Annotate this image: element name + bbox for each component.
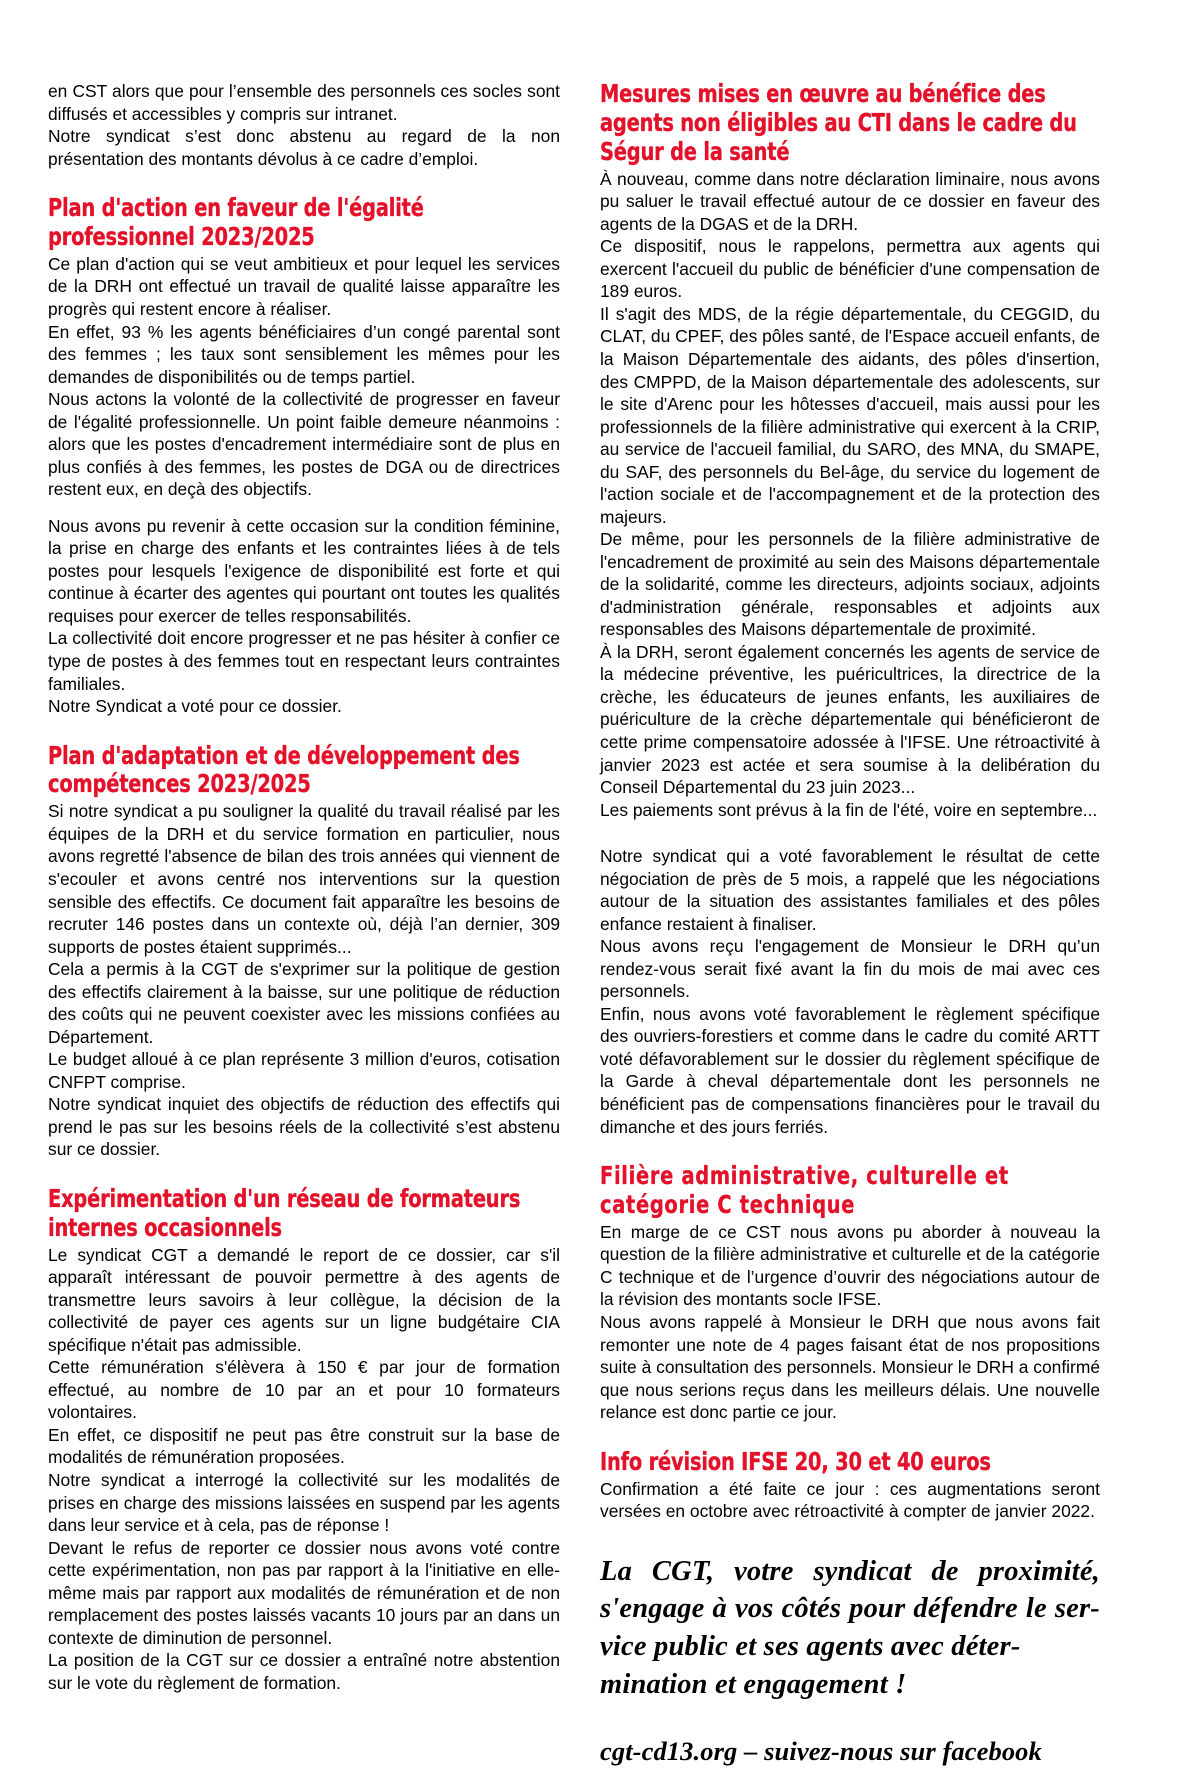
section-heading-plan-action: Plan d'action en faveur de l'égalité professionnel 2023/2025 <box>48 193 424 252</box>
section-body-plan-adaptation: Si notre syndicat a pu souligner la qualité du travail réalisé par les équipes de la DRH et du service formation en particulier, nous avons regretté l'absence de bilan des trois années qui viennent de s'ecouler et avons centré nos interventions sur la question sensible des effectifs. Ce document fait apparaître les besoins de recruter 146 postes dans un contexte où, déjà l’an dernier, 309 supports de postes étaient supprimés... Cela a permis à la CGT de s'exprimer sur la politique de gestion des effectifs clairement à la baisse, sur une politique de réduction des coûts qui ne peuvent coexister avec les missions confiées au Département. Le budget alloué à ce plan représente 3 million d'euros, cotisation CNFPT comprise. Notre syndicat inquiet des objectifs de réduction des effectifs qui prend le pas sur les besoins réels de la collectivité s’est abstenu sur ce dossier. <box>48 801 560 1160</box>
spacer <box>48 1161 560 1185</box>
left-column <box>48 80 560 1694</box>
spacer <box>48 501 560 515</box>
spacer <box>600 1523 1100 1553</box>
section-body-experimentation: Le syndicat CGT a demandé le report de ce dossier, car s'il apparaît intéressant de pouvoir permettre à des agents de transmettre leurs savoirs à leur collègue, la décision de la collectivité de payer ces agents sur un ligne budgétaire CIA spécifique n'était pas admissible. Cette rémunération s'élèvera à 150 € par jour de formation effectué, au nombre de 10 par an et pour 10 formateurs volontaires. En effet, ce dispositif ne peut pas être construit sur la base de modalités de rémunération proposées. Notre syndicat a interrogé la collectivité sur les modalités de prises en charge des missions laissées en suspend par les agents dans leur service et à cela, pas de réponse ! Devant le refus de reporter ce dossier nous avons voté contre cette expérimentation, non pas par rapport à la l'initiative en elle-même mais par rapport aux modalités de rémunération et de non remplacement des postes laissés vacants 10 jours par an dans un contexte de diminution de personnel. La position de la CGT sur ce dossier a entraîné notre abstention sur le vote du règlement de formation. <box>48 1244 560 1693</box>
spacer <box>600 1138 1100 1162</box>
section-body-filiere-administrative: En marge de ce CST nous avons pu aborder à nouveau la question de la filière administrative et culturelle et de la catégorie C technique et de l’urgence d’ouvrir des négociations autour de la révision des montants socle IFSE. Nous avons rappelé à Monsieur le DRH que nous avons fait remonter une note de 4 pages faisant état de nos propositions suite à consultation des personnels. Monsieur le DRH a confirmé que nous serions reçus dans les meilleurs délais. Une nouvelle relance est donc partie ce jour. <box>600 1221 1100 1423</box>
section-heading-filiere-administrative: Filière administrative, culturelle et catégorie C technique <box>600 1161 1009 1219</box>
spacer <box>48 718 560 742</box>
section-heading-info-revision-ifse: Info révision IFSE 20, 30 et 40 euros <box>600 1446 991 1476</box>
spacer <box>600 821 1100 845</box>
spacer <box>48 170 560 194</box>
section-heading-mesures-segur: Mesures mises en œuvre au bénéfice des agents non éligibles au CTI dans le cadre du Ségur de la santé <box>600 79 1077 166</box>
intro-paragraph: en CST alors que pour l’ensemble des personnels ces socles sont diffusés et accessibles y compris sur intranet. Notre syndicat s’est donc abstenu au regard de la non présentation des montants dévolus à ce cadre d’emploi. <box>48 81 560 169</box>
section-body-plan-action-2: Nous avons pu revenir à cette occasion sur la condition féminine, la prise en charge des enfants et les contraintes liées à de tels postes pour lesquels l'exigence de disponibilité est forte et qui continue à écarter des agentes qui pourtant ont toutes les qualités requises pour exercer de telles responsabilités. La collectivité doit encore progresser et ne pas hésiter à confier ce type de postes à des femmes tout en respectant leurs contraintes familiales. Notre Syndicat a voté pour ce dossier. <box>48 515 560 717</box>
website-and-social-line: cgt-cd13.org – suivez-nous sur facebook <box>600 1736 1042 1767</box>
closing-slogan: La CGT, votre syndicat de proximité, s'engage à vos côtés pour défendre le ser-vice public et ses agents avec déter- <box>600 1555 1100 1663</box>
closing-slogan-last-line: mination et engagement ! <box>600 1669 907 1701</box>
spacer <box>600 1424 1100 1448</box>
two-column-layout <box>48 80 1152 1769</box>
section-body-mesures-segur-1: À nouveau, comme dans notre déclaration liminaire, nous avons pu saluer le travail effectué autour de ce dossier en faveur des agents de la DGAS et de la DRH. Ce dispositif, nous le rappelons, permettra aux agents qui exercent l'accueil du public de bénéficier d'une compensation de 189 euros. Il s'agit des MDS, de la régie départementale, du CEGGID, du CLAT, du CPEF, des pôles santé, de l'Espace accueil enfants, de la Maison Départementale des aidants, des pôles d'insertion, des CMPPD, de la Maison départementale des adolescents, sur le site d'Arenc pour les hôtesses d'accueil, mais aussi pour les professionnels de la filière administrative qui exercent à la CRIP, au service de l'accueil familial, du SARO, des MNA, du SMAPE, du SAF, des personnels du Bel-âge, du service du logement de l'action sociale et de l'accompagnement et de la protection des majeurs. De même, pour les personnels de la filière administrative de l'encadrement de proximité au sein des Maisons départementale de la solidarité, comme les directeurs, adjoints sociaux, adjoints d'administration générale, responsables et adjoints aux responsables des Maisons départementale de proximité. À la DRH, seront également concernés les agents de service de la médecine préventive, les puéricultrices, la directrice de la crèche, les éducateurs de jeunes enfants, les auxiliaires de puériculture de la crèche départementale qui bénéficieront de cette prime compensatoire adossée à l'IFSE. Une rétroactivité à janvier 2023 est actée et sera soumise à la delibération du Conseil Départemental du 23 juin 2023... Les paiements sont prévus à la fin de l'été, voire en septembre... <box>600 168 1100 820</box>
section-body-info-revision-ifse: Confirmation a été faite ce jour : ces augmentations seront versées en octobre avec rétroactivité à compter de janvier 2022. <box>600 1478 1100 1522</box>
right-column <box>600 80 1100 1769</box>
section-body-mesures-segur-2: Notre syndicat qui a voté favorablement le résultat de cette négociation de près de 5 mois, a rappelé que les négociations autour de la situation des assistantes familiales et des pôles enfance restaient à finaliser. Nous avons reçu l'engagement de Monsieur le DRH qu’un rendez-vous serait fixé avant la fin du mois de mai avec ces personnels. Enfin, nous avons voté favorablement le règlement spécifique des ouvriers-forestiers et comme dans le cadre du comité ARTT voté défavorablement sur le dossier du règlement spécifique de la Garde à cheval départementale dont les personnels ne bénéficient pas de compensations financières pour le travail du dimanche et des jours ferriés. <box>600 846 1100 1137</box>
section-body-plan-action-1: Ce plan d'action qui se veut ambitieux et pour lequel les services de la DRH ont effectué un travail de qualité laisse apparaître les progrès qui restent encore à réaliser. En effet, 93 % les agents bénéficiaires d’un congé parental sont des femmes ; les taux sont sensiblement les mêmes pour les demandes de disponibilités ou de temps partiel. Nous actons la volonté de la collectivité de progresser en faveur de l'égalité professionnelle. Un point faible demeure néanmoins : alors que les postes d'encadrement intermédiaire sont de plus en plus confiés à des femmes, les postes de DGA ou de directrices restent eux, en deçà des objectifs. <box>48 253 560 500</box>
section-heading-experimentation: Expérimentation d'un réseau de formateurs internes occasionnels <box>48 1183 521 1242</box>
section-heading-plan-adaptation: Plan d'adaptation et de développement des compétences 2023/2025 <box>48 740 520 799</box>
spacer <box>600 1704 1100 1734</box>
